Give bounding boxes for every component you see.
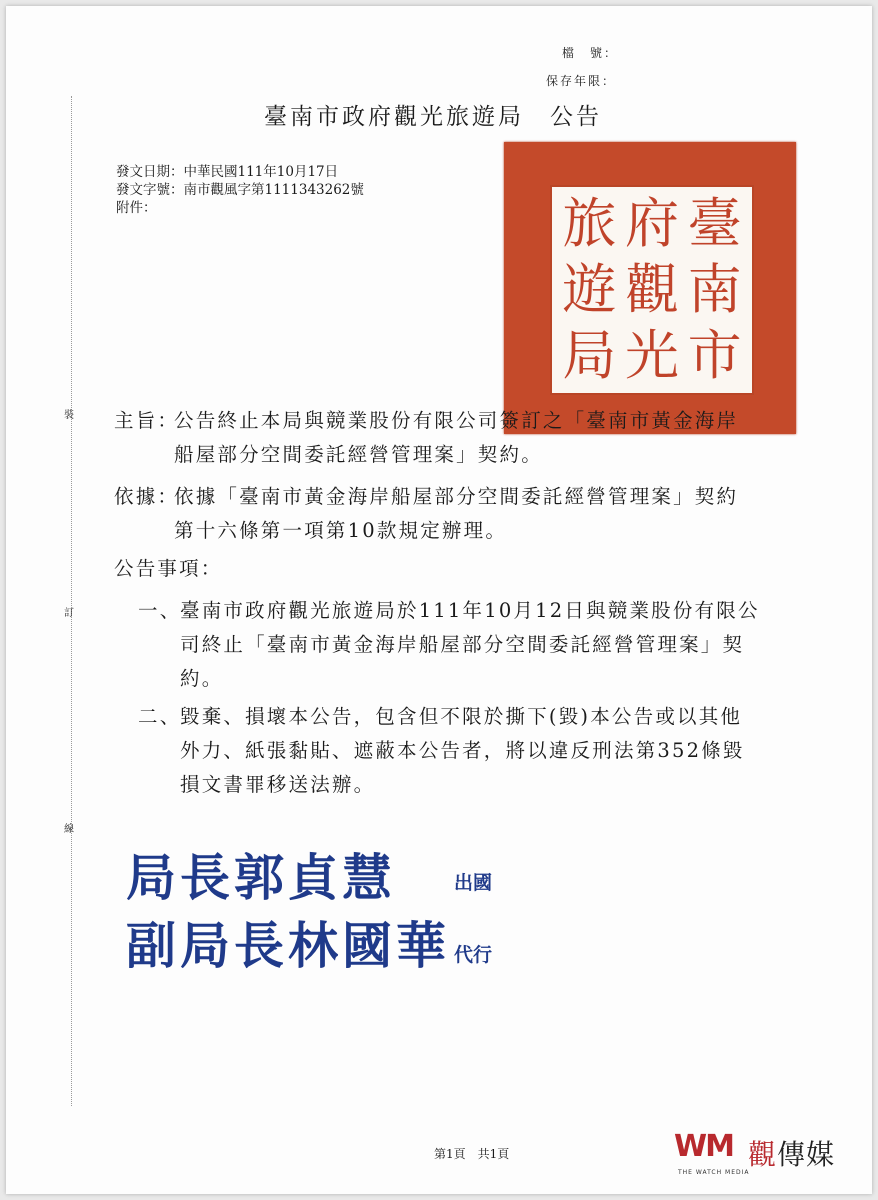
seal-char: 局: [562, 324, 617, 387]
file-number-label: 檔 號：: [562, 46, 619, 60]
item-1-line-2: 司終止「臺南市黃金海岸船屋部分空間委託經營管理案」契: [180, 633, 745, 656]
item-1-line-3: 約。: [180, 667, 224, 690]
deputy-note: 代行: [454, 944, 493, 966]
seal-char: 市: [687, 324, 742, 387]
seal-frame: [550, 185, 754, 395]
retention-label: 保存年限：: [546, 74, 617, 88]
logo-mark: WM: [674, 1129, 733, 1164]
seal-char: 南: [687, 258, 742, 321]
document-number: 發文字號：南市觀風字第1111343262號: [116, 182, 364, 198]
item-1-number: 一、: [138, 599, 182, 622]
document-type: 公告: [550, 104, 602, 130]
page-number: 第1頁 共1頁: [434, 1147, 510, 1161]
page-title: [264, 98, 602, 131]
seal-char: 遊: [562, 258, 617, 321]
item-2-line-3: 損文書罪移送法辦。: [180, 773, 376, 796]
item-2-line-1: 毀棄、損壞本公告，包含但不限於撕下(毀)本公告或以其他: [180, 705, 743, 728]
deputy-signature: 副局長林國華: [126, 916, 450, 975]
seal-characters: [558, 191, 746, 389]
seal-char: 觀: [624, 258, 679, 321]
director-note: 出國: [454, 872, 493, 894]
basis-line-2: 第十六條第一項第10款規定辦理。: [174, 519, 508, 542]
subject-line-2: 船屋部分空間委託經營管理案」契約。: [174, 443, 543, 466]
basis-line-1: 依據「臺南市黃金海岸船屋部分空間委託經營管理案」契約: [174, 485, 739, 508]
subject-label: 主旨：: [114, 409, 180, 432]
logo-chinese: [748, 1133, 835, 1173]
logo-subtitle: THE WATCH MEDIA: [678, 1169, 750, 1176]
margin-mark-ding: 訂: [64, 608, 74, 619]
basis-label: 依據：: [114, 485, 180, 508]
logo-chinese-dark: 傳媒: [777, 1138, 836, 1171]
document-page: [6, 6, 872, 1194]
official-seal: [504, 142, 796, 434]
seal-char: 府: [624, 192, 679, 255]
binding-line: [71, 96, 72, 1106]
item-2-line-2: 外力、紙張黏貼、遮蔽本公告者，將以違反刑法第352條毀: [180, 739, 745, 762]
seal-char: 旅: [562, 192, 617, 255]
item-1-line-1: 臺南市政府觀光旅遊局於111年10月12日與競業股份有限公: [180, 599, 760, 622]
notice-items-label: 公告事項：: [114, 557, 223, 580]
attachment-label: 附件：: [116, 200, 157, 216]
seal-char: 光: [624, 324, 679, 387]
director-signature: 局長郭貞慧: [126, 848, 396, 907]
item-2-number: 二、: [138, 705, 182, 728]
agency-name: 臺南市政府觀光旅遊局: [264, 104, 524, 130]
seal-char: 臺: [687, 192, 742, 255]
subject-line-1: 公告終止本局與競業股份有限公司簽訂之「臺南市黃金海岸: [174, 409, 739, 432]
margin-mark-zhuang: 裝: [64, 410, 74, 421]
logo-chinese-red: 觀: [748, 1138, 778, 1171]
watch-media-logo: [674, 1129, 864, 1187]
issue-date: 發文日期：中華民國111年10月17日: [116, 164, 339, 180]
margin-mark-xian: 線: [64, 824, 74, 835]
